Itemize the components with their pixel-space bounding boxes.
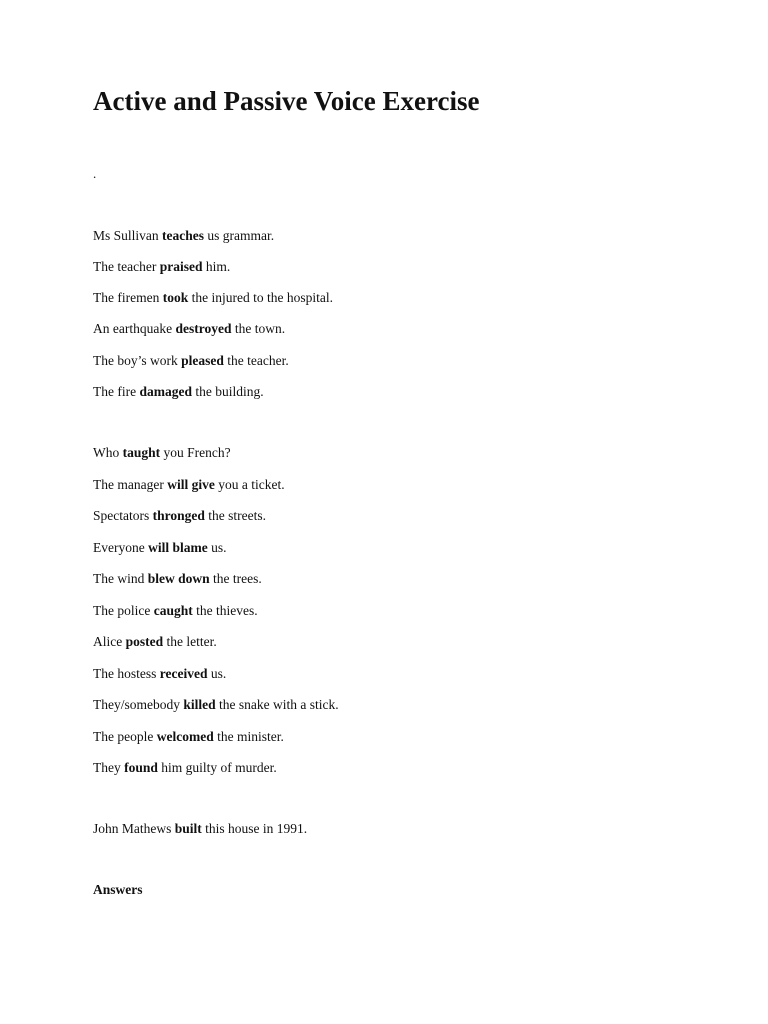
sentence-14: The hostess received us.: [93, 666, 227, 681]
stray-dot: .: [93, 166, 97, 181]
page-title: Active and Passive Voice Exercise: [93, 86, 480, 116]
sentence-10: Everyone will blame us.: [93, 540, 227, 555]
sentence-4: An earthquake destroyed the town.: [93, 321, 286, 336]
sentence-18: John Mathews built this house in 1991.: [93, 821, 308, 836]
verb: received: [159, 666, 208, 681]
sentence-9: Spectators thronged the streets.: [93, 508, 266, 523]
verb: damaged: [139, 384, 192, 399]
verb: built: [174, 821, 202, 836]
verb: taught: [122, 445, 161, 460]
sentence-12: The police caught the thieves.: [93, 603, 258, 618]
sentence-13: Alice posted the letter.: [93, 634, 217, 649]
verb: teaches: [162, 228, 204, 243]
verb: killed: [183, 697, 216, 712]
answers-heading: Answers: [93, 882, 143, 897]
verb: pleased: [181, 353, 224, 368]
verb: found: [124, 760, 158, 775]
sentence-8: The manager will give you a ticket.: [93, 477, 285, 492]
verb: will blame: [148, 540, 208, 555]
verb: posted: [125, 634, 164, 649]
sentence-15: They/somebody killed the snake with a stick.: [93, 697, 339, 712]
sentence-11: The wind blew down the trees.: [93, 571, 262, 586]
sentence-2: The teacher praised him.: [93, 259, 231, 274]
sentence-6: The fire damaged the building.: [93, 384, 264, 399]
verb: took: [162, 290, 189, 305]
verb: blew down: [147, 571, 210, 586]
sentence-1: Ms Sullivan teaches us grammar.: [93, 228, 275, 243]
verb: welcomed: [156, 729, 214, 744]
verb: thronged: [152, 508, 205, 523]
sentence-7: Who taught you French?: [93, 445, 231, 460]
verb: destroyed: [175, 321, 232, 336]
sentence-3: The firemen took the injured to the hospital.: [93, 290, 333, 305]
sentence-17: They found him guilty of murder.: [93, 760, 277, 775]
sentence-16: The people welcomed the minister.: [93, 729, 284, 744]
verb: will give: [167, 477, 215, 492]
sentence-5: The boy’s work pleased the teacher.: [93, 353, 289, 368]
verb: caught: [153, 603, 193, 618]
verb: praised: [159, 259, 203, 274]
